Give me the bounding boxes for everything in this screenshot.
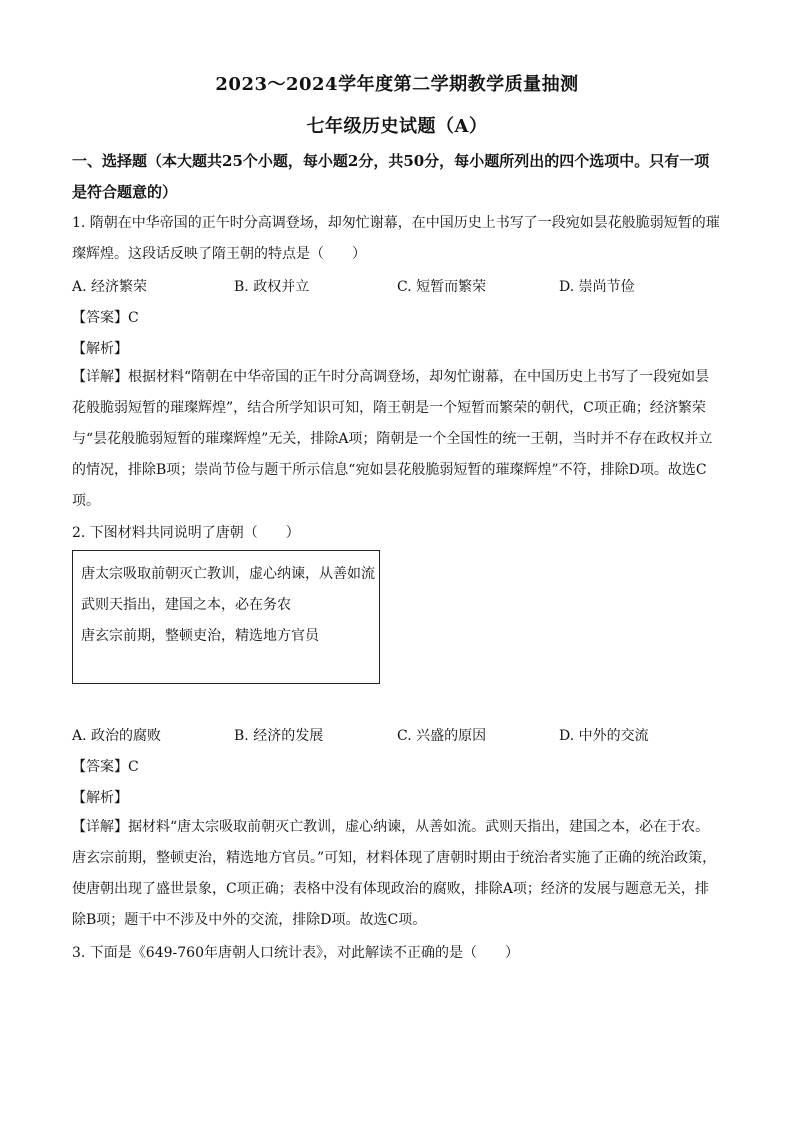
option-d: D. 中外的交流 bbox=[559, 728, 649, 744]
question-2-options bbox=[72, 725, 722, 749]
question-1-answer: 【答案】C bbox=[72, 310, 139, 326]
option-c: C. 短暂而繁荣 bbox=[397, 279, 487, 295]
question-2-stem: 2. 下图材料共同说明了唐朝（ ） bbox=[72, 525, 300, 541]
exam-title: 2023～2024学年度第二学期教学质量抽测 bbox=[215, 74, 579, 95]
question-2-answer: 【答案】C bbox=[72, 759, 139, 775]
option-d: D. 崇尚节俭 bbox=[559, 279, 635, 295]
exam-subtitle: 七年级历史试题（A） bbox=[306, 116, 488, 137]
material-line-1: 唐太宗吸取前朝灭亡教训，虚心纳谏，从善如流 bbox=[81, 566, 375, 582]
question-1-stem: 1. 隋朝在中华帝国的正午时分高调登场，却匆忙谢幕，在中国历史上书写了一段宛如昙花般脆弱短暂的璀璨辉煌。这段话反映了隋王朝的特点是（ ） bbox=[72, 215, 720, 262]
question-1-detail: 【详解】根据材料“隋朝在中华帝国的正午时分高调登场，却匆忙谢幕，在中国历史上书写了一段宛如昙花般脆弱短暂的璀璨辉煌”，结合所学知识可知，隋王朝是一个短暂而繁荣的朝代，C项正确；经济繁荣与“昙花般脆弱短暂的璀璨辉煌”无关，排除A项；隋朝是一个全国性的统一王朝，当时并不存在政权并立的情况，排除B项；崇尚节俭与题干所示信息“宛如昙花般脆弱短暂的璀璨辉煌”不符，排除D项。故选C项。 bbox=[72, 369, 713, 509]
question-2-material-box bbox=[72, 550, 380, 684]
question-1-analysis-label: 【解析】 bbox=[72, 341, 128, 357]
option-b: B. 经济的发展 bbox=[234, 728, 324, 744]
question-1-options bbox=[72, 276, 722, 300]
option-b: B. 政权并立 bbox=[234, 279, 310, 295]
question-3-stem: 3. 下面是《649-760年唐朝人口统计表》，对此解读不正确的是（ ） bbox=[72, 945, 519, 961]
question-2-detail: 【详解】据材料“唐太宗吸取前朝灭亡教训，虚心纳谏，从善如流。武则天指出，建国之本，必在于农。唐玄宗前期，整顿吏治，精选地方官员。”可知，材料体现了唐朝时期由于统治者实施了正确的统治政策，使唐朝出现了盛世景象，C项正确；表格中没有体现政治的腐败，排除A项；经济的发展与题意无关，排除B项；题干中不涉及中外的交流，排除D项。故选C项。 bbox=[72, 819, 717, 928]
material-line-2: 武则天指出，建国之本，必在务农 bbox=[81, 597, 291, 613]
material-line-3: 唐玄宗前期，整顿吏治，精选地方官员 bbox=[81, 628, 319, 644]
section-heading: 一、选择题（本大题共25个小题，每小题2分，共50分，每小题所列出的四个选项中。只有一项是符合题意的） bbox=[72, 152, 710, 201]
option-a: A. 政治的腐败 bbox=[72, 728, 162, 744]
option-c: C. 兴盛的原因 bbox=[397, 728, 487, 744]
option-a: A. 经济繁荣 bbox=[72, 279, 148, 295]
question-2-analysis-label: 【解析】 bbox=[72, 790, 128, 806]
